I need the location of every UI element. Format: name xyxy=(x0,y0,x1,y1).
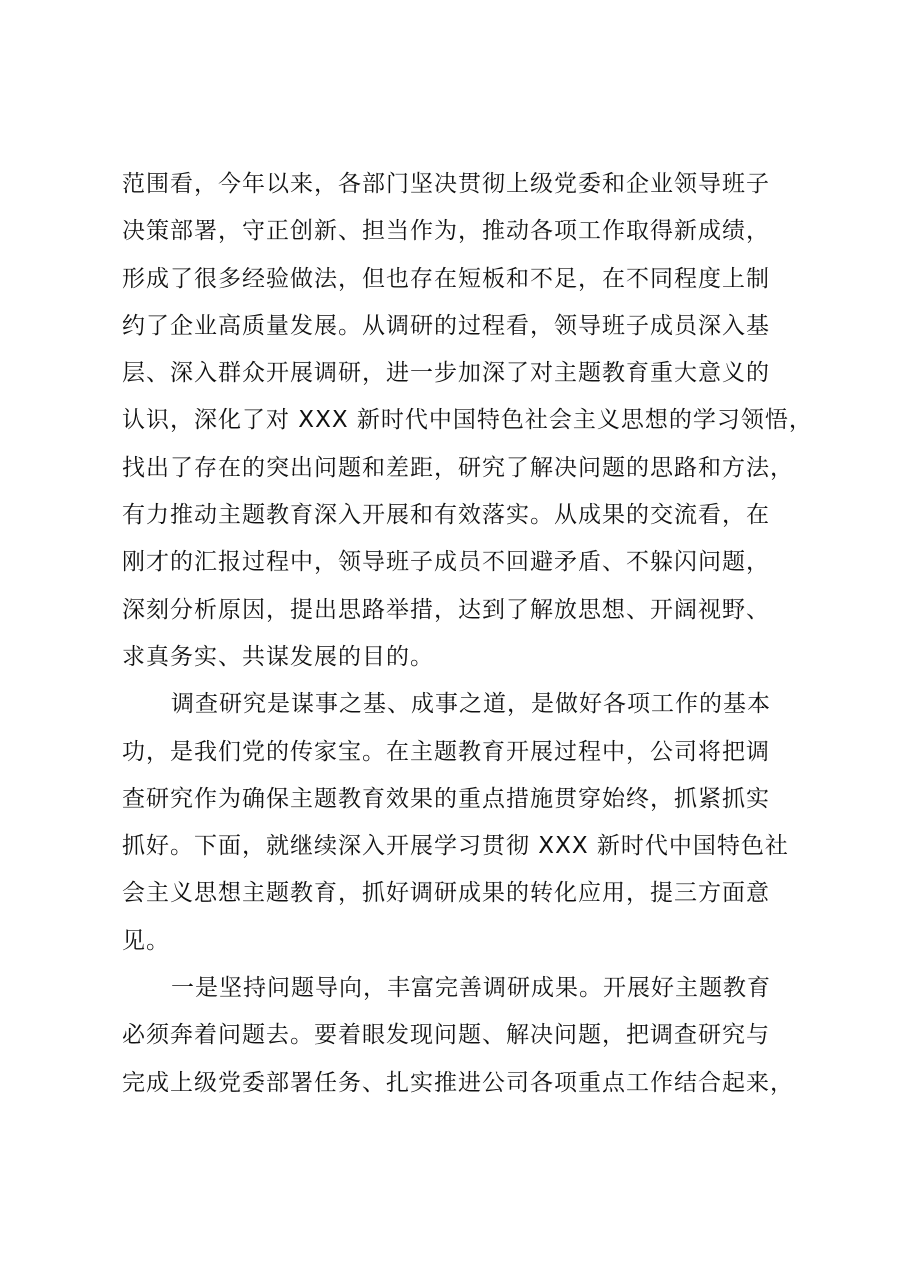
text-line: 有力推动主题教育深入开展和有效落实。从成果的交流看，在 xyxy=(122,502,770,529)
text-line: 找出了存在的突出问题和差距，研究了解决问题的思路和方法， xyxy=(122,454,794,481)
text-line: 形成了很多经验做法，但也存在短板和不足，在不同程度上制 xyxy=(122,265,770,292)
text-line: 抓好。下面，就继续深入开展学习贯彻 XXX 新时代中国特色社 xyxy=(122,833,789,860)
text-line: 功，是我们党的传家宝。在主题教育开展过程中，公司将把调 xyxy=(122,738,770,765)
paragraph-3 xyxy=(122,965,812,1107)
paragraph-1 xyxy=(122,161,812,681)
text-line: 一是坚持问题导向，丰富完善调研成果。开展好主题教育 xyxy=(171,975,771,1002)
text-line: 查研究作为确保主题教育效果的重点措施贯穿始终，抓紧抓实 xyxy=(122,785,770,812)
text-line: 决策部署，守正创新、担当作为，推动各项工作取得新成绩， xyxy=(122,218,770,245)
text-line: 约了企业高质量发展。从调研的过程看，领导班子成员深入基 xyxy=(122,312,770,339)
text-line: 刚才的汇报过程中，领导班子成员不回避矛盾、不躲闪问题， xyxy=(122,549,770,576)
text-line: 范围看，今年以来，各部门坚决贯彻上级党委和企业领导班子 xyxy=(122,171,770,197)
text-line: 会主义思想主题教育，抓好调研成果的转化应用，提三方面意 xyxy=(122,880,770,907)
text-line: 求真务实、共谋发展的目的。 xyxy=(122,643,434,670)
text-line: 层、深入群众开展调研，进一步加深了对主题教育重大意义的 xyxy=(122,360,770,387)
text-line: 深刻分析原因，提出思路举措，达到了解放思想、开阔视野、 xyxy=(122,596,770,623)
document-body xyxy=(122,161,812,1107)
text-line: 调查研究是谋事之基、成事之道，是做好各项工作的基本 xyxy=(171,691,771,718)
paragraph-2 xyxy=(122,681,812,965)
text-line: 完成上级党委部署任务、扎实推进公司各项重点工作结合起来， xyxy=(122,1069,794,1096)
text-line: 认识，深化了对 XXX 新时代中国特色社会主义思想的学习领悟， xyxy=(122,407,813,434)
text-line: 见。 xyxy=(122,927,170,954)
text-line: 必须奔着问题去。要着眼发现问题、解决问题，把调查研究与 xyxy=(122,1022,770,1049)
